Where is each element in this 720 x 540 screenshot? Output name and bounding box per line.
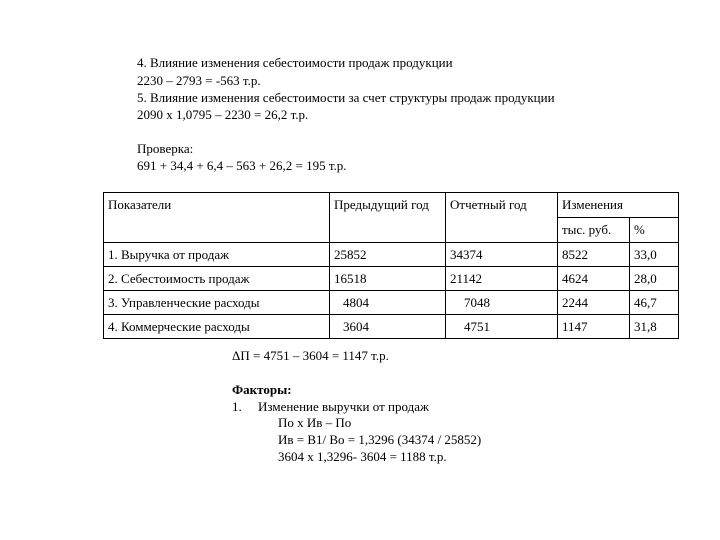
row-curr: 34374	[446, 243, 558, 267]
row-name: 4. Коммерческие расходы	[104, 315, 330, 339]
row-curr: 21142	[446, 267, 558, 291]
row-prev: 3604	[330, 315, 446, 339]
header-change: Изменения	[558, 193, 679, 218]
row-prev: 4804	[330, 291, 446, 315]
factor-item-number: 1.	[232, 399, 242, 414]
intro-line-3: 5. Влияние изменения себестоимости за счет структуры продаж продукции	[137, 90, 555, 105]
table-row	[104, 291, 679, 315]
table-row	[104, 315, 679, 339]
table-row	[104, 267, 679, 291]
row-name: 2. Себестоимость продаж	[104, 267, 330, 291]
row-pct: 28,0	[630, 267, 679, 291]
header-indicator: Показатели	[104, 193, 330, 243]
header-curr-year: Отчетный год	[446, 193, 558, 243]
delta-formula: ΔП = 4751 – 3604 = 1147 т.р.	[232, 348, 389, 363]
row-abs: 4624	[558, 267, 630, 291]
intro-line-4: 2090 х 1,0795 – 2230 = 26,2 т.р.	[137, 107, 309, 122]
header-change-abs: тыс. руб.	[558, 218, 630, 243]
row-abs: 2244	[558, 291, 630, 315]
row-curr: 7048	[446, 291, 558, 315]
row-abs: 8522	[558, 243, 630, 267]
check-formula: 691 + 34,4 + 6,4 – 563 + 26,2 = 195 т.р.	[137, 158, 347, 173]
intro-line-1: 4. Влияние изменения себестоимости продаж продукции	[137, 55, 453, 70]
row-pct: 46,7	[630, 291, 679, 315]
factor-formula-3: 3604 х 1,3296- 3604 = 1188 т.р.	[278, 449, 447, 464]
check-label: Проверка:	[137, 141, 194, 156]
factor-formula-2: Ив = В1/ Во = 1,3296 (34374 / 25852)	[278, 432, 482, 447]
header-change-pct: %	[630, 218, 679, 243]
row-name: 3. Управленческие расходы	[104, 291, 330, 315]
row-abs: 1147	[558, 315, 630, 339]
row-prev: 25852	[330, 243, 446, 267]
factor-formula-1: По х Ив – По	[278, 415, 352, 430]
factors-title: Факторы:	[232, 382, 292, 397]
row-name: 1. Выручка от продаж	[104, 243, 330, 267]
header-prev-year: Предыдущий год	[330, 193, 446, 243]
row-pct: 33,0	[630, 243, 679, 267]
table-row	[104, 243, 679, 267]
factor-item-text: Изменение выручки от продаж	[258, 399, 429, 414]
row-curr: 4751	[446, 315, 558, 339]
row-prev: 16518	[330, 267, 446, 291]
indicators-table	[103, 192, 679, 339]
intro-line-2: 2230 – 2793 = -563 т.р.	[137, 73, 261, 88]
row-pct: 31,8	[630, 315, 679, 339]
